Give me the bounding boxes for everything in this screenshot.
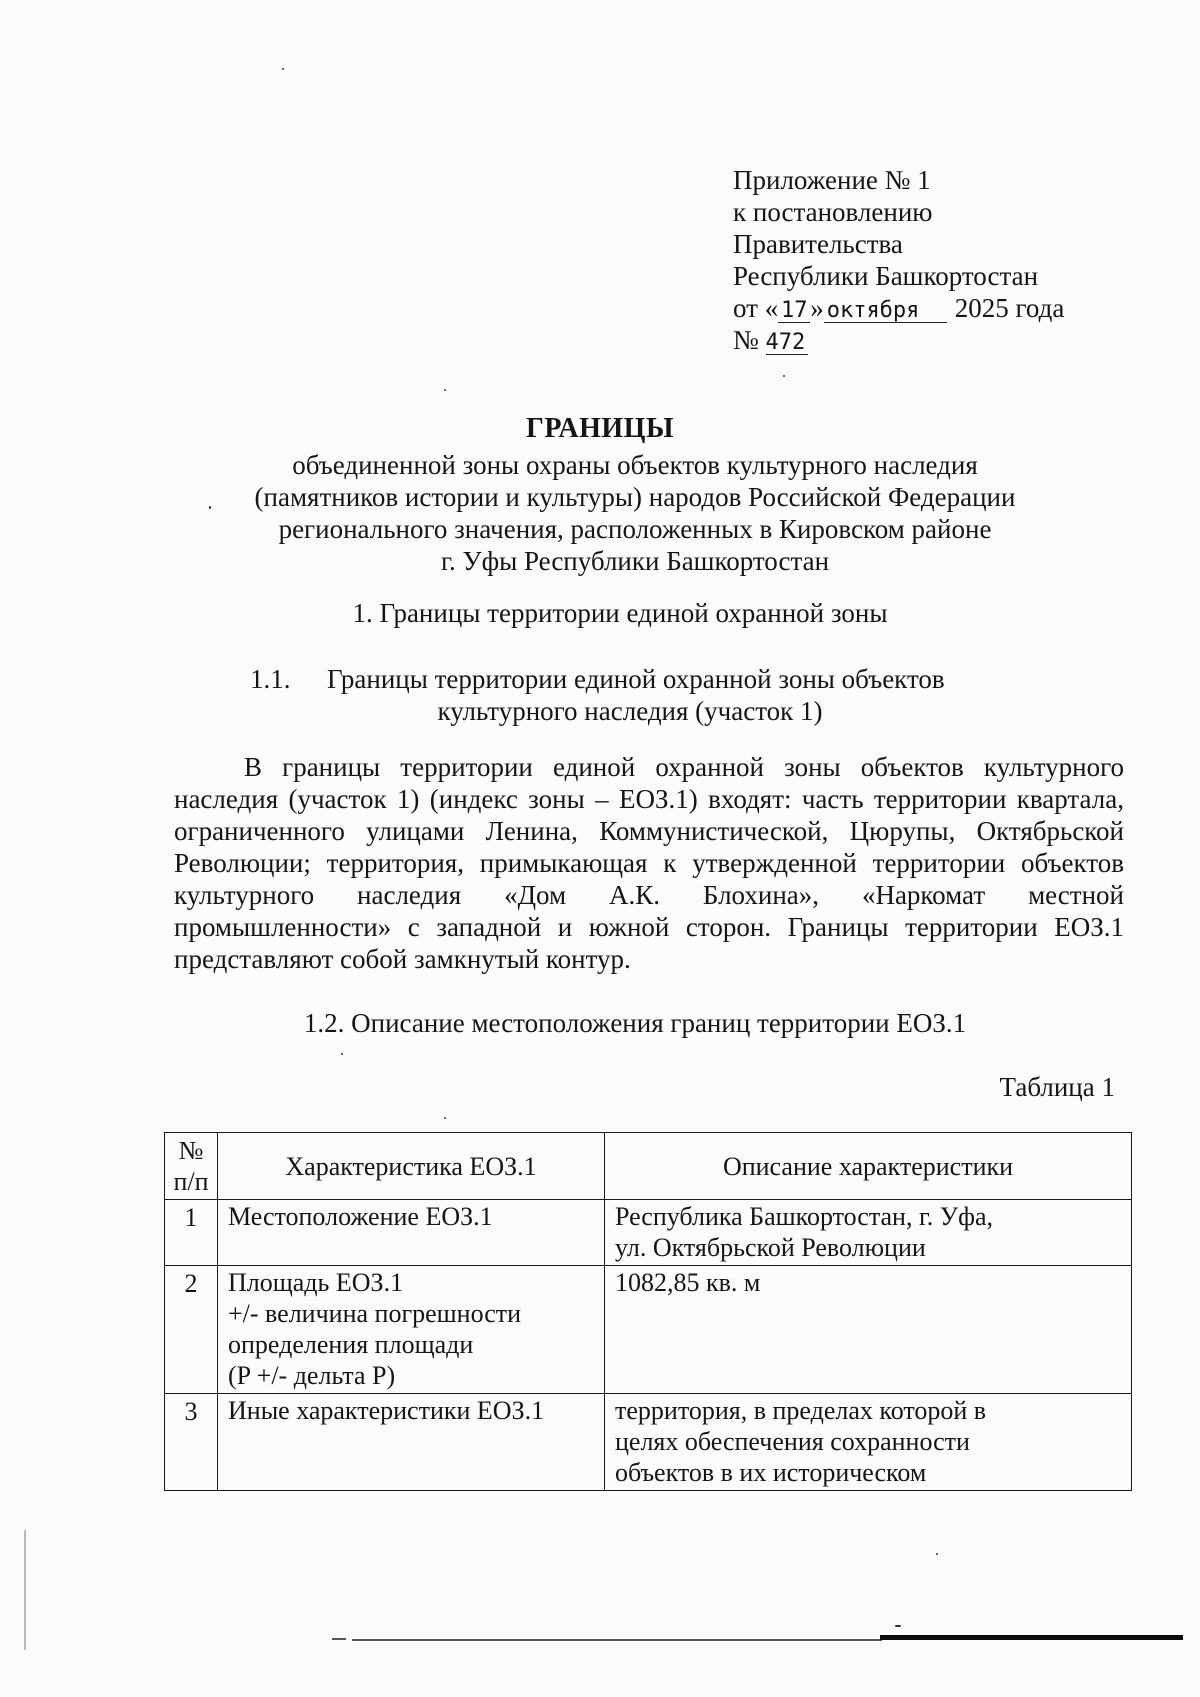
number-prefix: № (733, 325, 759, 355)
table-header-row (165, 1133, 1132, 1200)
header-description: Описание характеристики (605, 1133, 1132, 1200)
scan-speck (341, 1053, 343, 1055)
cell-line: 1082,85 кв. м (615, 1268, 761, 1297)
appendix-line: Приложение № 1 (733, 165, 931, 195)
cell-line: объектов в их историческом (615, 1458, 927, 1487)
scan-speck (282, 68, 284, 70)
section-title-line: культурного наследия (участок 1) (437, 696, 823, 726)
row-characteristic (218, 1266, 605, 1394)
appendix-line: Правительства (733, 229, 903, 259)
scan-speck (895, 1625, 901, 1627)
row-description (605, 1266, 1132, 1394)
subtitle-line: г. Уфы Республики Башкортостан (440, 546, 830, 576)
cell-line: Республика Башкортостан, г. Уфа, (615, 1202, 993, 1231)
date-day: 17 (778, 300, 810, 323)
row-description (605, 1394, 1132, 1491)
scan-bar-mark (880, 1635, 1183, 1640)
header-number: № п/п (165, 1133, 218, 1200)
table-caption: Таблица 1 (999, 1072, 1115, 1102)
appendix-line: Республики Башкортостан (733, 261, 1039, 291)
cell-line: +/- величина погрешности (228, 1299, 522, 1328)
date-year: 2025 года (954, 293, 1065, 323)
subtitle-line: регионального значения, расположенных в Кировском районе (278, 514, 992, 544)
appendix-date (733, 292, 1153, 324)
cell-line: (P +/- дельта P) (228, 1361, 396, 1390)
scan-speck (444, 389, 446, 391)
row-number: 1 (165, 1200, 218, 1266)
subtitle-line: (памятников истории и культуры) народов Российской Федерации (254, 482, 1016, 512)
date-month: октября (824, 300, 947, 323)
cell-line: территория, в пределах которой в (615, 1396, 987, 1425)
scan-line-mark (352, 1639, 882, 1641)
cell-line: целях обеспечения сохранности (615, 1427, 970, 1456)
scan-speck (936, 1553, 938, 1555)
appendix-block (733, 164, 1153, 356)
section-1-1-heading (250, 663, 1050, 727)
subtitle-line: объединенной зоны охраны объектов культурного наследия (292, 450, 978, 480)
date-prefix: от « (733, 293, 779, 323)
number-value: 472 (766, 332, 808, 355)
scan-speck (783, 375, 785, 377)
row-description (605, 1200, 1132, 1266)
header-characteristic: Характеристика ЕОЗ.1 (218, 1133, 605, 1200)
cell-line: Иные характеристики ЕОЗ.1 (228, 1396, 545, 1425)
document-title: ГРАНИЦЫ (526, 413, 674, 444)
cell-line: определения площади (228, 1330, 474, 1359)
document-subtitle (210, 449, 1060, 577)
section-title-line: Границы территории единой охранной зоны объектов (327, 664, 945, 694)
characteristics-table (164, 1132, 1132, 1491)
date-mid: » (810, 293, 824, 323)
section-number: 1.1. (250, 664, 291, 694)
body-paragraph (174, 751, 1124, 975)
scan-speck (444, 1117, 446, 1119)
table-row (165, 1266, 1132, 1394)
cell-line: Площадь ЕОЗ.1 (228, 1268, 404, 1297)
scan-margin-mark (24, 1530, 26, 1650)
row-characteristic (218, 1394, 605, 1491)
scan-speck (209, 506, 211, 509)
row-number: 3 (165, 1394, 218, 1491)
scan-dash-mark (332, 1638, 346, 1640)
table-row (165, 1200, 1132, 1266)
table-row (165, 1394, 1132, 1491)
paragraph-text: В границы территории единой охранной зоны объектов культурного наследия (участок 1) (индекс зоны – ЕОЗ.1) входят: часть территории квартала, ограниченного улицами Ленина, Коммунистической, Цюрупы, Октябрьской Революции; территория, примыкающая к утвержденной территории объектов культурного наследия «Дом А.К. Блохина», «Наркомат местной промышленности» с западной и южной сторон. Границы территории ЕОЗ.1 представляют собой замкнутый контур. (174, 752, 1124, 974)
cell-line: Местоположение ЕОЗ.1 (228, 1202, 493, 1231)
cell-line: ул. Октябрьской Революции (615, 1233, 926, 1262)
section-1-heading: 1. Границы территории единой охранной зоны (352, 598, 888, 628)
row-number: 2 (165, 1266, 218, 1394)
appendix-line: к постановлению (733, 197, 933, 227)
appendix-number (733, 324, 1153, 356)
section-1-2-heading: 1.2. Описание местоположения границ территории ЕОЗ.1 (303, 1008, 967, 1038)
row-characteristic (218, 1200, 605, 1266)
